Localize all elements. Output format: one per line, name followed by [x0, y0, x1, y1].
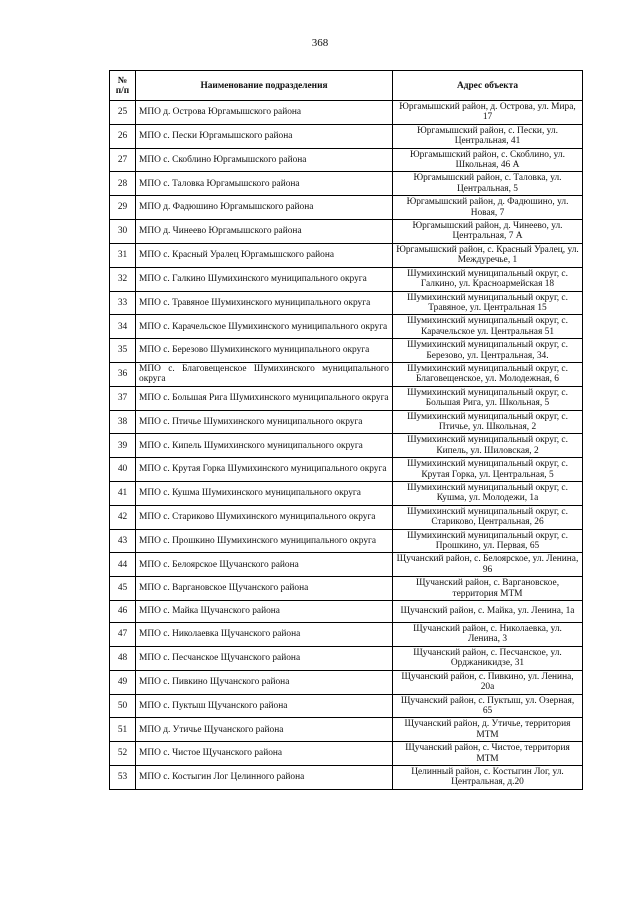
row-number: 31: [110, 243, 136, 267]
table-row: [110, 646, 583, 670]
row-number: 26: [110, 124, 136, 148]
table-row: [110, 362, 583, 386]
subdivision-name: МПО с. Благовещенское Шумихинского муниципального округа: [136, 362, 393, 386]
object-address: Юргамышский район, д. Чинеево, ул. Центральная, 7 А: [393, 220, 583, 244]
subdivision-name: МПО с. Костыгин Лог Целинного района: [136, 765, 393, 789]
row-number: 53: [110, 765, 136, 789]
row-number: 48: [110, 646, 136, 670]
page-number: 368: [311, 37, 329, 49]
table-row: [110, 410, 583, 434]
subdivision-name: МПО с. Крутая Горка Шумихинского муниципального округа: [136, 458, 393, 482]
object-address: Щучанский район, д. Утичье, территория МТМ: [393, 718, 583, 742]
row-number: 51: [110, 718, 136, 742]
table-header-row: [110, 71, 583, 101]
subdivision-name: МПО с. Птичье Шумихинского муниципального округа: [136, 410, 393, 434]
subdivision-name: МПО с. Пуктыш Щучанского района: [136, 694, 393, 718]
table-row: [110, 101, 583, 125]
table-row: [110, 718, 583, 742]
row-number: 46: [110, 601, 136, 623]
row-number: 50: [110, 694, 136, 718]
subdivision-name: МПО с. Белоярское Щучанского района: [136, 553, 393, 577]
object-address: Щучанский район, с. Белоярское, ул. Ленина, 96: [393, 553, 583, 577]
row-number: 38: [110, 410, 136, 434]
object-address: Шумихинский муниципальный округ, с. Карачельское ул. Центральная 51: [393, 315, 583, 339]
table-row: [110, 243, 583, 267]
object-address: Шумихинский муниципальный округ, с. Прошкино, ул. Первая, 65: [393, 529, 583, 553]
table-row: [110, 529, 583, 553]
object-address: Юргамышский район, д. Острова, ул. Мира, 17: [393, 101, 583, 125]
row-number: 42: [110, 505, 136, 529]
subdivision-name: МПО с. Карачельское Шумихинского муниципального округа: [136, 315, 393, 339]
subdivision-name: МПО с. Песчанское Щучанского района: [136, 646, 393, 670]
object-address: Щучанский район, с. Чистое, территория МТМ: [393, 742, 583, 766]
object-address: Шумихинский муниципальный округ, с. Стариково, Центральная, 26: [393, 505, 583, 529]
object-address: Щучанский район, с. Варгановское, территория МТМ: [393, 577, 583, 601]
object-address: Шумихинский муниципальный округ, с. Благовещенское, ул. Молодежная, 6: [393, 362, 583, 386]
object-address: Шумихинский муниципальный округ, с. Березово, ул. Центральная, 34.: [393, 339, 583, 363]
row-number: 39: [110, 434, 136, 458]
row-number: 28: [110, 172, 136, 196]
subdivision-name: МПО с. Прошкино Шумихинского муниципального округа: [136, 529, 393, 553]
subdivision-name: МПО с. Николаевка Щучанского района: [136, 623, 393, 647]
table-row: [110, 553, 583, 577]
subdivision-name: МПО с. Майка Щучанского района: [136, 601, 393, 623]
table-row: [110, 315, 583, 339]
row-number: 33: [110, 291, 136, 315]
subdivision-name: МПО с. Варгановское Щучанского района: [136, 577, 393, 601]
subdivision-name: МПО с. Пески Юргамышского района: [136, 124, 393, 148]
table-row: [110, 267, 583, 291]
subdivision-name: МПО с. Большая Рига Шумихинского муниципального округа: [136, 386, 393, 410]
object-address: Щучанский район, с. Пивкино, ул. Ленина, 20а: [393, 670, 583, 694]
subdivision-name: МПО с. Пивкино Щучанского района: [136, 670, 393, 694]
row-number: 30: [110, 220, 136, 244]
subdivision-name: МПО с. Кушма Шумихинского муниципального округа: [136, 482, 393, 506]
object-address: Юргамышский район, с. Таловка, ул. Центральная, 5: [393, 172, 583, 196]
table-row: [110, 694, 583, 718]
row-number: 40: [110, 458, 136, 482]
table-body: [110, 101, 583, 790]
table-row: [110, 623, 583, 647]
row-number: 35: [110, 339, 136, 363]
row-number: 37: [110, 386, 136, 410]
object-address: Шумихинский муниципальный округ, с. Большая Рига, ул. Школьная, 5: [393, 386, 583, 410]
row-number: 36: [110, 362, 136, 386]
table-row: [110, 434, 583, 458]
subdivision-name: МПО с. Березово Шумихинского муниципального округа: [136, 339, 393, 363]
row-number: 27: [110, 148, 136, 172]
subdivision-name: МПО с. Травяное Шумихинского муниципального округа: [136, 291, 393, 315]
subdivision-name: МПО д. Острова Юргамышского района: [136, 101, 393, 125]
table-row: [110, 765, 583, 789]
table-row: [110, 220, 583, 244]
row-number: 43: [110, 529, 136, 553]
subdivision-name: МПО с. Кипель Шумихинского муниципального округа: [136, 434, 393, 458]
row-number: 25: [110, 101, 136, 125]
object-address: Юргамышский район, с. Скоблино, ул. Школьная, 46 А: [393, 148, 583, 172]
object-address: Шумихинский муниципальный округ, с. Кипель, ул. Шиловская, 2: [393, 434, 583, 458]
object-address: Щучанский район, с. Песчанское, ул. Орджаникидзе, 31: [393, 646, 583, 670]
table-row: [110, 291, 583, 315]
table-row: [110, 124, 583, 148]
subdivision-name: МПО с. Таловка Юргамышского района: [136, 172, 393, 196]
table-row: [110, 386, 583, 410]
object-address: Шумихинский муниципальный округ, с. Галкино, ул. Красноармейская 18: [393, 267, 583, 291]
object-address: Шумихинский муниципальный округ, с. Птичье, ул. Школьная, 2: [393, 410, 583, 434]
subdivision-name: МПО д. Чинеево Юргамышского района: [136, 220, 393, 244]
table-row: [110, 601, 583, 623]
row-number: 52: [110, 742, 136, 766]
table-row: [110, 577, 583, 601]
table-row: [110, 458, 583, 482]
object-address: Целинный район, с. Костыгин Лог, ул. Центральная, д.20: [393, 765, 583, 789]
subdivision-name: МПО д. Утичье Щучанского района: [136, 718, 393, 742]
row-number: 45: [110, 577, 136, 601]
object-address: Шумихинский муниципальный округ, с. Травяное, ул. Центральная 15: [393, 291, 583, 315]
table-row: [110, 196, 583, 220]
subdivision-name: МПО с. Стариково Шумихинского муниципального округа: [136, 505, 393, 529]
subdivision-name: МПО с. Чистое Щучанского района: [136, 742, 393, 766]
object-address: Шумихинский муниципальный округ, с. Кушма, ул. Молодежи, 1а: [393, 482, 583, 506]
object-address: Юргамышский район, д. Фадюшино, ул. Новая, 7: [393, 196, 583, 220]
object-address: Юргамышский район, с. Пески, ул. Центральная, 41: [393, 124, 583, 148]
header-subdivision-name: Наименование подразделения: [136, 71, 393, 101]
object-address: Щучанский район, с. Майка, ул. Ленина, 1а: [393, 601, 583, 623]
subdivision-name: МПО д. Фадюшино Юргамышского района: [136, 196, 393, 220]
row-number: 34: [110, 315, 136, 339]
row-number: 44: [110, 553, 136, 577]
object-address: Юргамышский район, с. Красный Уралец, ул. Междуречье, 1: [393, 243, 583, 267]
subdivision-name: МПО с. Галкино Шумихинского муниципального округа: [136, 267, 393, 291]
row-number: 41: [110, 482, 136, 506]
header-object-address: Адрес объекта: [393, 71, 583, 101]
header-number: № п/п: [110, 71, 136, 101]
table-row: [110, 482, 583, 506]
table-row: [110, 670, 583, 694]
row-number: 47: [110, 623, 136, 647]
table-row: [110, 505, 583, 529]
table-row: [110, 148, 583, 172]
subdivision-name: МПО с. Скоблино Юргамышского района: [136, 148, 393, 172]
subdivision-name: МПО с. Красный Уралец Юргамышского района: [136, 243, 393, 267]
object-address: Шумихинский муниципальный округ, с. Крутая Горка, ул. Центральная, 5: [393, 458, 583, 482]
row-number: 29: [110, 196, 136, 220]
facilities-table: [109, 70, 583, 790]
object-address: Щучанский район, с. Николаевка, ул. Ленина, 3: [393, 623, 583, 647]
row-number: 32: [110, 267, 136, 291]
table-row: [110, 339, 583, 363]
row-number: 49: [110, 670, 136, 694]
table-row: [110, 172, 583, 196]
table-row: [110, 742, 583, 766]
object-address: Щучанский район, с. Пуктыш, ул. Озерная, 65: [393, 694, 583, 718]
